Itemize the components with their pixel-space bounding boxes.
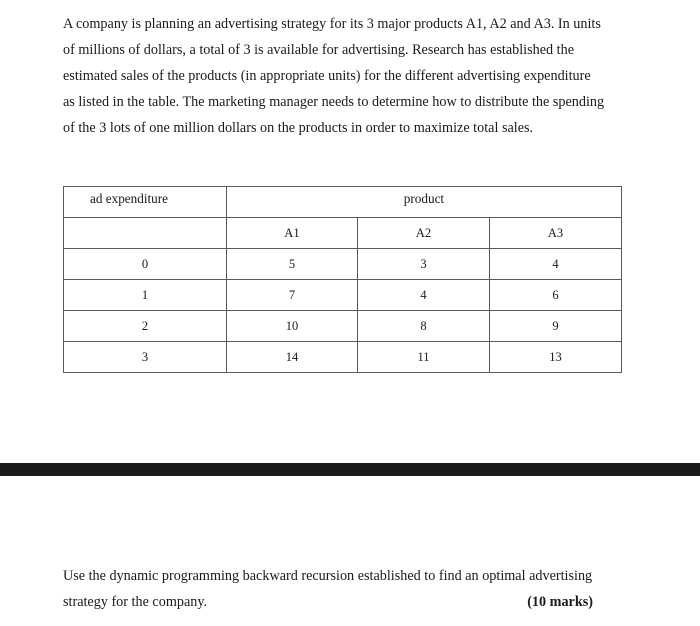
sales-cell: 14	[226, 342, 357, 373]
table-row	[64, 342, 622, 373]
statement-line: A company is planning an advertising strategy for its 3 major products A1, A2 and A3. In units	[63, 16, 601, 32]
sales-table	[63, 186, 622, 373]
section-divider	[0, 463, 700, 476]
table-row	[64, 311, 622, 342]
sales-cell: 4	[489, 249, 621, 280]
column-header-a3: A3	[489, 218, 621, 249]
expenditure-cell: 3	[64, 342, 227, 373]
question-line: Use the dynamic programming backward recursion established to find an optimal advertising	[63, 568, 593, 584]
statement-line: estimated sales of the products (in appropriate units) for the different advertising expenditure	[63, 68, 591, 84]
expenditure-cell: 0	[64, 249, 227, 280]
sales-cell: 4	[357, 280, 489, 311]
question-line: strategy for the company.	[63, 594, 208, 610]
table-row	[64, 249, 622, 280]
sales-cell: 11	[357, 342, 489, 373]
table-row	[64, 280, 622, 311]
ad-expenditure-header: ad expenditure	[64, 187, 227, 218]
sales-cell: 3	[357, 249, 489, 280]
statement-line: as listed in the table. The marketing manager needs to determine how to distribute the spending	[63, 94, 605, 110]
product-header: product	[226, 187, 621, 218]
sales-cell: 6	[489, 280, 621, 311]
table-header-row	[64, 187, 622, 218]
column-header-a2: A2	[357, 218, 489, 249]
statement-line: of the 3 lots of one million dollars on the products in order to maximize total sales.	[63, 120, 534, 136]
empty-cell	[64, 218, 227, 249]
sales-cell: 10	[226, 311, 357, 342]
sales-cell: 9	[489, 311, 621, 342]
sales-cell: 8	[357, 311, 489, 342]
sales-cell: 13	[489, 342, 621, 373]
question-line-row	[63, 589, 619, 615]
expenditure-cell: 2	[64, 311, 227, 342]
sales-cell: 7	[226, 280, 357, 311]
column-header-a1: A1	[226, 218, 357, 249]
problem-statement	[63, 11, 623, 141]
marks-label: (10 marks)	[527, 594, 593, 610]
table-column-row	[64, 218, 622, 249]
expenditure-cell: 1	[64, 280, 227, 311]
statement-line: of millions of dollars, a total of 3 is available for advertising. Research has established the	[63, 42, 575, 58]
sales-cell: 5	[226, 249, 357, 280]
question-text	[63, 563, 619, 615]
